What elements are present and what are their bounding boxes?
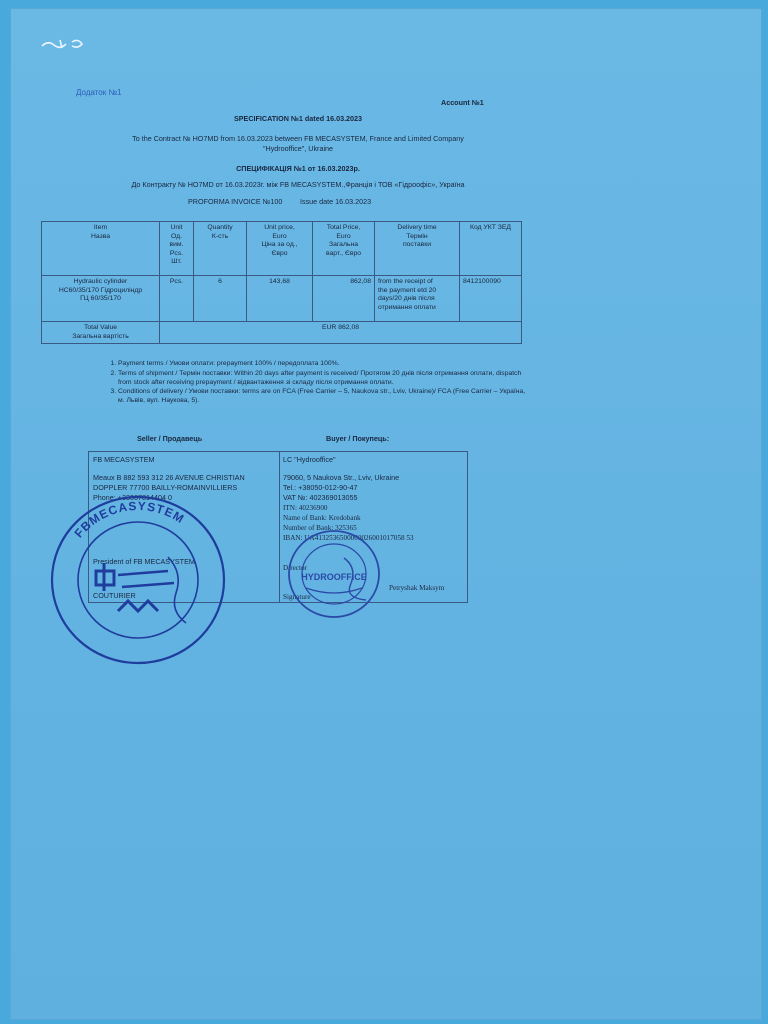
buyer-bank: Name of Bank: Kredobank <box>283 514 361 522</box>
specification-table <box>41 221 522 344</box>
cell-quantity: 6 <box>194 276 247 322</box>
issue-date: Issue date 16.03.2023 <box>300 197 372 206</box>
header-unit: Unit Од. вим. Pcs. Шт. <box>160 222 194 276</box>
terms-list <box>90 360 528 407</box>
cell-unit: Pcs. <box>160 276 194 322</box>
handwritten-mark <box>38 36 90 52</box>
buyer-vat: VAT №: 402369013055 <box>283 493 358 502</box>
buyer-bank-number: Number of Bank: 325365 <box>283 524 357 532</box>
list-item: 1. Payment terms / Умови оплати: prepayment 100% / передоплата 100%. <box>118 360 528 369</box>
seller-heading: Seller / Продавець <box>137 434 203 443</box>
header-total-price: Total Price, Euro Загальна варт., Євро <box>313 222 375 276</box>
buyer-name: LC "Hydrooffice" <box>283 455 336 464</box>
seller-name: FB MECASYSTEM <box>93 455 155 464</box>
proforma-number: PROFORMA INVOICE №100 <box>188 197 283 206</box>
cell-unit-price: 143,68 <box>247 276 313 322</box>
list-item: 2. Terms of shipment / Термін поставки: Within 20 days after payment is received/ Протягом 20 днів після отримання оплати, dispatch from stock after receiving prepayment / відвантаження зі складу після отримання оплати. <box>118 370 528 388</box>
document-page <box>10 8 762 1020</box>
spec-title-ua: СПЕЦИФІКАЦІЯ №1 от 16.03.2023р. <box>236 164 360 173</box>
cell-item: Hydraulic cylinder НС60/35/170 Гідроциліндр ГЦ 60/35/170 <box>42 276 160 322</box>
header-code: Код УКТ ЗЕД <box>460 222 522 276</box>
buyer-itn: ITN: 40236900 <box>283 504 328 512</box>
header-unit-price: Unit price, Euro Ціна за од., Євро <box>247 222 313 276</box>
buyer-tel: Tel.: +38050-012-90-47 <box>283 483 358 492</box>
signature-icon <box>168 557 186 623</box>
contract-line-ua: До Контракту № HO7MD от 16.03.2023г. між FB MECASYSTEM.,Франція і ТОВ «Гідроофіс», Україна <box>131 180 465 189</box>
header-quantity: Quantity К-сть <box>194 222 247 276</box>
account-label: Account №1 <box>441 98 484 107</box>
stamp-buyer-text: HYDROOFFICE <box>301 572 367 582</box>
buyer-iban: IBAN: UA4132536500000026001017058 53 <box>283 534 414 542</box>
seller-phone: Phone: +33067814404 0 <box>93 493 172 502</box>
seller-address-1: Meaux B 882 593 312 26 AVENUE CHRISTIAN <box>93 473 245 482</box>
cell-delivery: from the receipt of the payment etd 20 days/20 днів після отримання оплати <box>375 276 460 322</box>
cell-total-label: Total Value Загальна вартість <box>42 322 160 344</box>
buyer-director: Director <box>283 564 307 572</box>
parties-divider <box>279 452 280 602</box>
cell-total-price: 862,08 <box>313 276 375 322</box>
buyer-heading: Buyer / Покупець: <box>326 434 390 443</box>
stamp-fbm-icon <box>118 601 158 611</box>
header-item: Item Назва <box>42 222 160 276</box>
buyer-address: 79060, 5 Naukova Str., Lviv, Ukraine <box>283 473 400 482</box>
buyer-signature-label: Signature <box>283 593 311 601</box>
spec-title-en: SPECIFICATION №1 dated 16.03.2023 <box>233 114 363 123</box>
table-total-row <box>42 322 522 344</box>
cell-code: 8412100090 <box>460 276 522 322</box>
seller-sign-name: COUTURIER <box>93 591 136 600</box>
list-item: 3. Conditions of delivery / Умови поставки: terms are on FCA (Free Carrier – 5, Naukova str., Lviv, Ukraine)/ FCA (Free Carrier – Україна, м. Львів, вул. Наукова, 5). <box>118 388 528 406</box>
stamp-logo-icon <box>96 563 114 591</box>
seller-stamp <box>48 493 228 668</box>
contract-line-en-1: To the Contract № HO7MD from 16.03.2023 between FB MECASYSTEM, France and Limited Company <box>132 134 464 143</box>
svg-text:FBMECASYSTEM <box>72 499 187 540</box>
seller-signatory: President of FB MECASYSTEM <box>93 557 195 566</box>
table-row <box>42 276 522 322</box>
cell-total-value: EUR 862,08 <box>160 322 522 344</box>
appendix-label: Додаток №1 <box>76 88 122 97</box>
stamp-seller-ring-text: FBMECASYSTEM <box>71 498 187 541</box>
buyer-sign-name: Petryshak Maksym <box>389 584 445 592</box>
table-header-row <box>42 222 522 276</box>
seller-address-2: DOPPLER 77700 BAILLY-ROMAINVILLIERS <box>93 483 238 492</box>
contract-line-en-2: "Hydrooffice", Ukraine <box>262 144 334 153</box>
header-delivery-time: Delivery time Термін поставки <box>375 222 460 276</box>
buyer-stamp <box>286 528 382 620</box>
